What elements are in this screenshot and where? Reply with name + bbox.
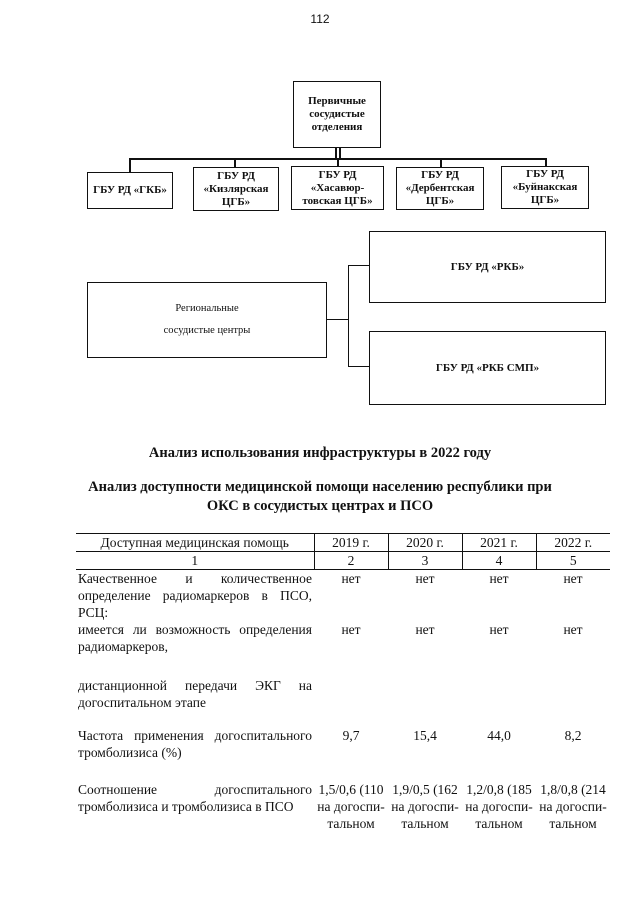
cell-value — [462, 677, 536, 711]
column-number: 2 — [314, 552, 388, 570]
page-number: 112 — [310, 12, 330, 26]
org-child-rkb — [369, 231, 606, 303]
org-child-label: ГБУ РД «ГКБ» — [93, 184, 167, 196]
org-child-khasavyurt — [291, 166, 384, 210]
cell-value: нет — [563, 571, 583, 586]
availability-table — [76, 533, 610, 832]
table-row — [76, 677, 610, 711]
cell-value: нет — [415, 571, 435, 586]
column-number: 1 — [76, 552, 314, 570]
cell-value: 1,8/0,8 (214 на догоспи-тальном — [539, 782, 607, 831]
cell-value: нет — [489, 571, 509, 586]
org-child-rkb-smp — [369, 331, 606, 405]
connector-line — [348, 366, 369, 367]
cell-value: 15,4 — [413, 728, 437, 743]
org-child-label: ГБУ РД «Хасавюр- товская ЦГБ» — [302, 168, 373, 207]
org-child-label: ГБУ РД «РКБ» — [450, 260, 525, 273]
org-child-label: ГБУ РД «Дербентская ЦГБ» — [405, 169, 475, 207]
table-row — [76, 570, 610, 622]
org-child-label: ГБУ РД «Кизлярская ЦГБ» — [203, 169, 269, 208]
column-header: Доступная медицинская помощь — [76, 534, 314, 552]
table-row — [76, 727, 610, 761]
org-child-kizlyar — [193, 167, 279, 211]
column-header: 2019 г. — [314, 534, 388, 552]
column-header: 2022 г. — [536, 534, 610, 552]
column-number: 5 — [536, 552, 610, 570]
cell-value: нет — [341, 571, 361, 586]
cell-value — [536, 677, 610, 711]
org-child-label: ГБУ РД «РКБ СМП» — [435, 361, 540, 374]
cell-value: 1,9/0,5 (162 на догоспи-тальном — [391, 782, 459, 831]
cell-value: 44,0 — [487, 728, 511, 743]
cell-value — [314, 677, 388, 711]
table-heading: Анализ доступности медицинской помощи населению республики при ОКС в сосудистых центрах и ПСО — [88, 479, 552, 514]
cell-value: 9,7 — [342, 728, 360, 743]
connector-line — [335, 148, 337, 158]
org-child-label: ГБУ РД «Буйнакская ЦГБ» — [512, 168, 578, 206]
org-root-primary — [293, 81, 381, 148]
row-description: Качественное и количественное определение радиомаркеров в ПСО, РСЦ: — [78, 571, 312, 620]
table-header-row — [76, 534, 610, 552]
cell-value: нет — [489, 622, 509, 637]
column-number: 3 — [388, 552, 462, 570]
org-root-regional-label: Региональные сосудистые центры — [163, 303, 251, 336]
connector-line — [348, 265, 349, 367]
connector-line — [327, 319, 349, 320]
row-spacer — [76, 761, 610, 781]
column-header: 2021 г. — [462, 534, 536, 552]
org-child-gkb — [87, 172, 173, 209]
row-spacer — [76, 655, 610, 677]
row-description: дистанционной передачи ЭКГ на догоспитальном этапе — [78, 678, 312, 710]
connector-line — [129, 158, 131, 172]
org-child-buynaksk — [501, 166, 589, 209]
column-number: 4 — [462, 552, 536, 570]
connector-line — [545, 158, 547, 166]
table-row — [76, 621, 610, 655]
row-description: Частота применения догоспитального тромболизиса (%) — [78, 728, 312, 760]
column-header: 2020 г. — [388, 534, 462, 552]
column-number-row — [76, 552, 610, 570]
connector-line — [339, 148, 341, 158]
cell-value: 1,2/0,8 (185 на догоспи-тальном — [465, 782, 533, 831]
org-child-derbent — [396, 167, 484, 210]
org-root-primary-label: Первичные сосудистые отделения — [308, 95, 366, 133]
cell-value: нет — [341, 622, 361, 637]
cell-value: нет — [415, 622, 435, 637]
cell-value — [388, 677, 462, 711]
table-row — [76, 781, 610, 832]
section-heading: Анализ использования инфраструктуры в 2022 году — [148, 445, 492, 461]
connector-line — [337, 158, 339, 166]
org-root-regional — [87, 282, 327, 358]
cell-value: 8,2 — [564, 728, 582, 743]
cell-value: нет — [563, 622, 583, 637]
row-description: Соотношение догоспитального тромболизиса и тромболизиса в ПСО — [78, 782, 312, 814]
row-spacer — [76, 711, 610, 727]
row-description: имеется ли возможность определения радиомаркеров, — [78, 622, 312, 654]
cell-value: 1,5/0,6 (110 на догоспи-тальном — [317, 782, 385, 831]
connector-line — [348, 265, 369, 266]
